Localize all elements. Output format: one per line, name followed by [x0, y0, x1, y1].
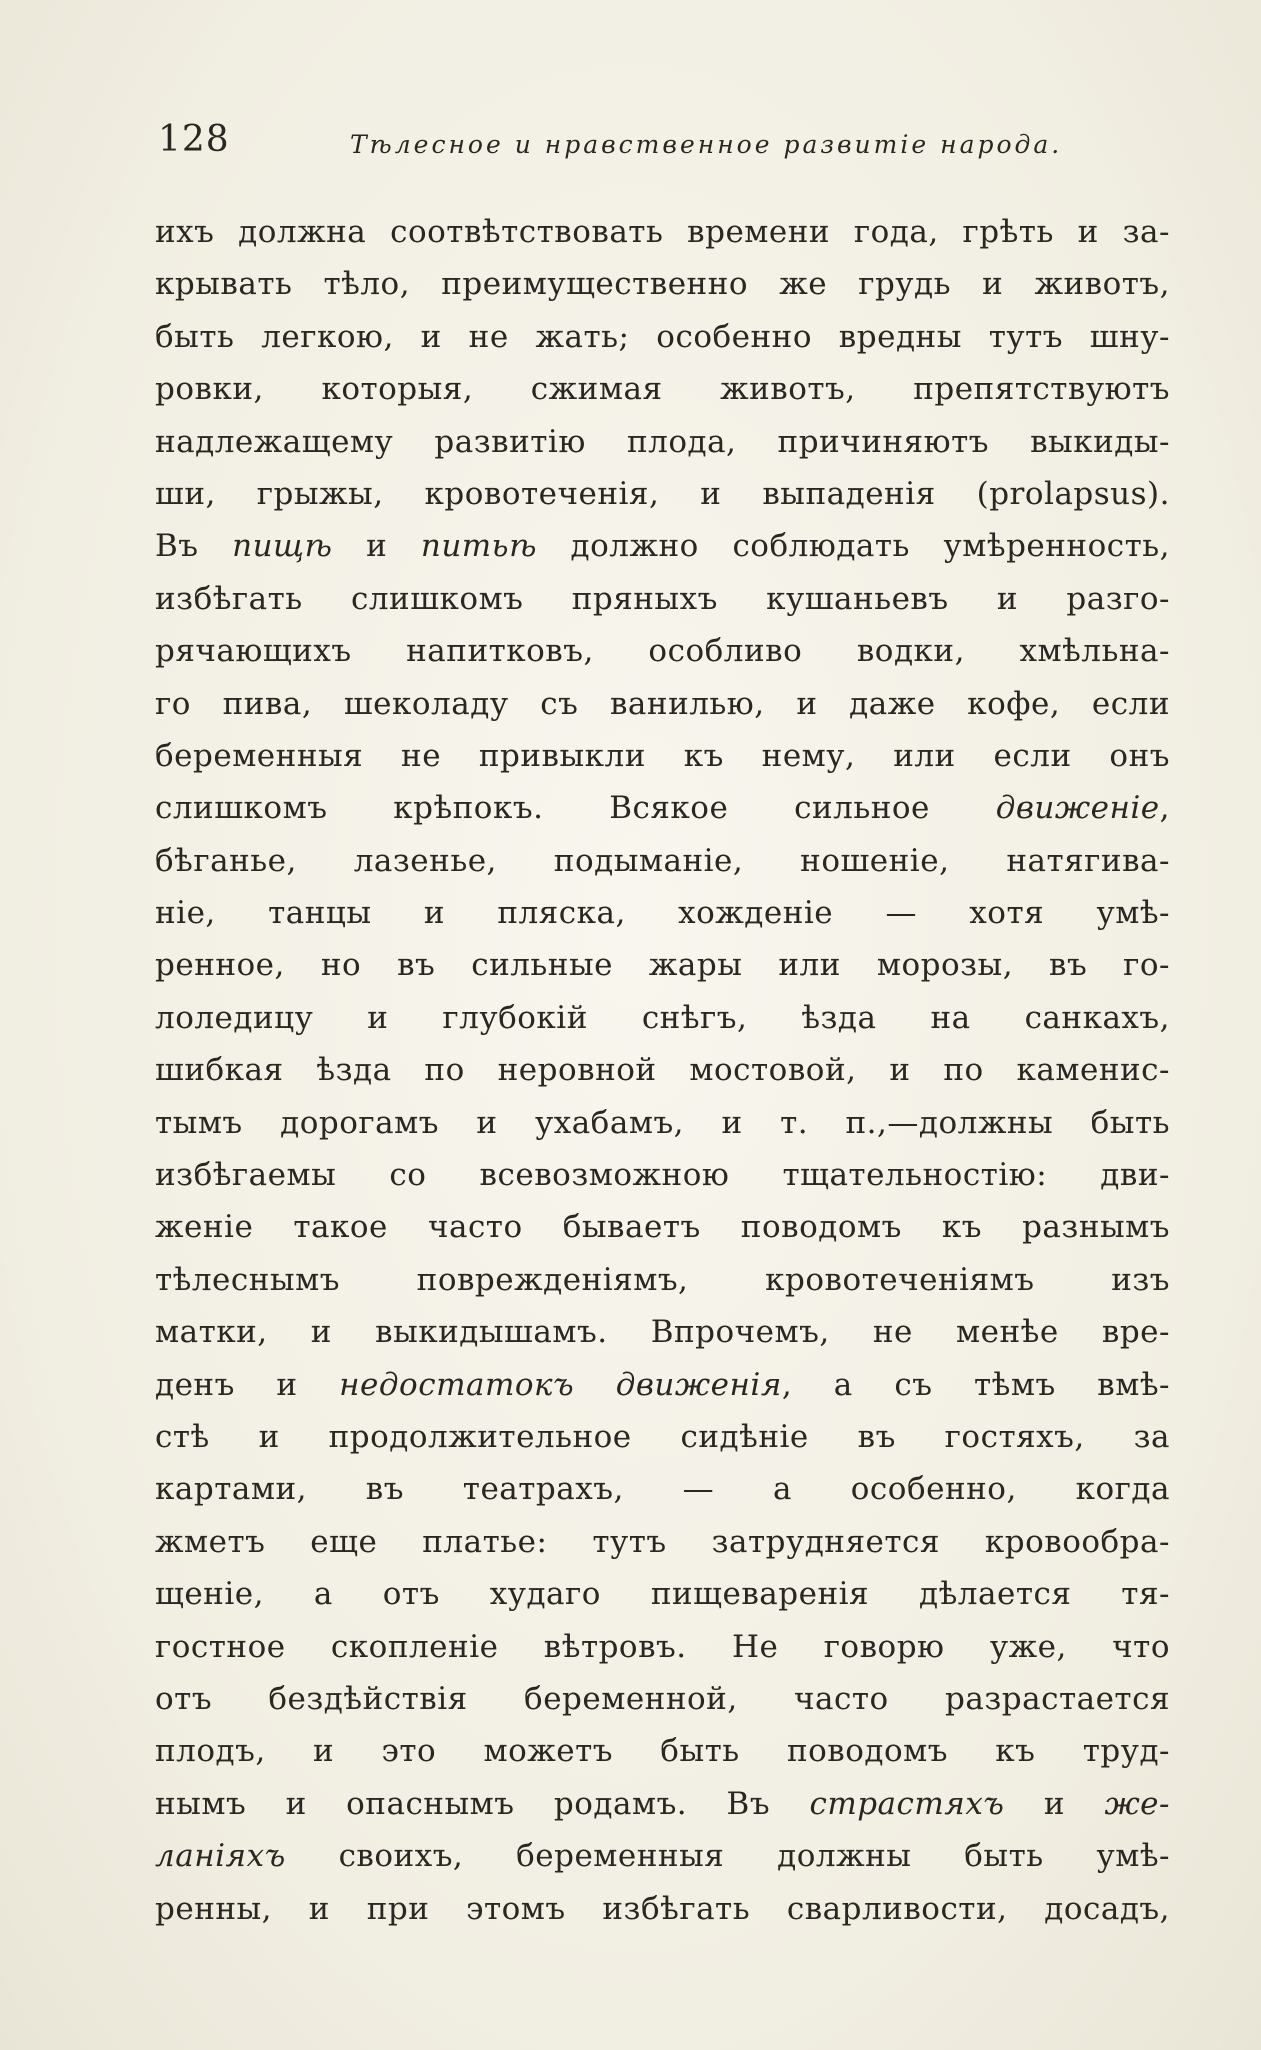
text-segment: тымъ дорогамъ и ухабамъ, и т. п.,—должны быть: [155, 1104, 1170, 1141]
italic-emphasis: недостатокъ движенія: [339, 1366, 782, 1403]
text-line: [155, 1201, 1170, 1253]
text-line: [155, 258, 1170, 310]
text-line: [155, 1411, 1170, 1463]
text-line: [155, 1830, 1170, 1882]
running-title: Тѣлесное и нравственное развитіе народа.: [350, 130, 1063, 159]
text-segment: и: [332, 528, 421, 565]
text-segment: жметъ еще платье: тутъ затрудняется кровообра-: [155, 1523, 1170, 1560]
text-line: [155, 1254, 1170, 1306]
italic-emphasis: же-: [1104, 1785, 1170, 1822]
text-segment: надлежащему развитію плода, причиняютъ выкиды-: [155, 423, 1170, 460]
text-segment: своихъ, беременныя должны быть умѣ-: [285, 1838, 1170, 1875]
text-segment: картами, въ театрахъ, — а особенно, когда: [155, 1471, 1170, 1508]
text-segment: Въ: [155, 528, 233, 565]
text-segment: избѣгать слишкомъ пряныхъ кушаньевъ и разго-: [155, 580, 1170, 617]
text-segment: ,: [1159, 790, 1170, 827]
text-line: [155, 730, 1170, 782]
text-segment: го пива, шеколаду съ ванилью, и даже кофе, если: [155, 685, 1170, 722]
text-segment: ренны, и при этомъ избѣгать сварливости, досадъ,: [155, 1890, 1170, 1927]
text-segment: и: [1004, 1785, 1105, 1822]
text-segment: щеніе, а отъ худаго пищеваренія дѣлается тя-: [155, 1576, 1170, 1613]
text-line: [155, 1568, 1170, 1620]
text-segment: бѣганье, лазенье, подыманіе, ношеніе, натягива-: [155, 842, 1170, 879]
text-segment: плодъ, и это можетъ быть поводомъ къ труд-: [155, 1733, 1170, 1770]
text-line: [155, 887, 1170, 939]
text-segment: слишкомъ крѣпокъ. Всякое сильное: [155, 790, 996, 827]
text-line: [155, 1673, 1170, 1725]
text-segment: ренное, но въ сильные жары или морозы, въ го-: [155, 947, 1170, 984]
text-line: [155, 468, 1170, 520]
text-line: [155, 1516, 1170, 1568]
text-line: [155, 992, 1170, 1044]
text-segment: ши, грыжы, кровотеченія, и выпаденія (prolapsus).: [155, 475, 1170, 512]
text-line: [155, 1778, 1170, 1830]
italic-emphasis: ланіяхъ: [155, 1838, 286, 1875]
text-line: [155, 206, 1170, 258]
text-segment: матки, и выкидышамъ. Впрочемъ, не менѣе вре-: [155, 1314, 1170, 1351]
text-line: [155, 1149, 1170, 1201]
text-line: [155, 1097, 1170, 1149]
text-line: [155, 939, 1170, 991]
text-line: [155, 678, 1170, 730]
text-segment: должно соблюдать умѣренность,: [536, 528, 1170, 565]
page-number: 128: [158, 119, 230, 160]
text-segment: женіе такое часто бываетъ поводомъ къ разнымъ: [155, 1209, 1170, 1246]
text-segment: денъ и: [155, 1366, 340, 1403]
text-segment: беременныя не привыкли къ нему, или если онъ: [155, 737, 1170, 774]
text-line: [155, 782, 1170, 834]
text-segment: быть легкою, и не жать; особенно вредны тутъ шну-: [155, 318, 1170, 355]
text-segment: гостное скопленіе вѣтровъ. Не говорю уже, что: [155, 1628, 1170, 1665]
page-header: [150, 118, 1160, 170]
body-text: [155, 206, 1170, 1935]
text-segment: , а съ тѣмъ вмѣ-: [781, 1366, 1170, 1403]
text-line: [155, 416, 1170, 468]
text-segment: ніе, танцы и пляска, хожденіе — хотя умѣ-: [155, 895, 1170, 932]
text-segment: ровки, которыя, сжимая животъ, препятствуютъ: [155, 371, 1170, 408]
text-line: [155, 1359, 1170, 1411]
text-line: [155, 520, 1170, 572]
text-line: [155, 625, 1170, 677]
text-segment: лоледицу и глубокій снѣгъ, ѣзда на санкахъ,: [155, 999, 1170, 1036]
text-segment: тѣлеснымъ поврежденіямъ, кровотеченіямъ изъ: [155, 1261, 1170, 1298]
text-segment: избѣгаемы со всевозможною тщательностію: дви-: [155, 1157, 1170, 1194]
text-segment: крывать тѣло, преимущественно же грудь и животъ,: [155, 266, 1170, 303]
text-segment: рячающихъ напитковъ, особливо водки, хмѣльна-: [155, 633, 1170, 670]
text-line: [155, 311, 1170, 363]
text-segment: стѣ и продолжительное сидѣніе въ гостяхъ, за: [155, 1418, 1170, 1455]
italic-emphasis: движеніе: [995, 790, 1160, 827]
text-line: [155, 1463, 1170, 1515]
text-line: [155, 1621, 1170, 1673]
text-segment: отъ бездѣйствія беременной, часто разрастается: [155, 1680, 1170, 1717]
text-line: [155, 835, 1170, 887]
text-segment: нымъ и опаснымъ родамъ. Въ: [155, 1785, 810, 1822]
text-line: [155, 1883, 1170, 1935]
italic-emphasis: страстяхъ: [809, 1785, 1005, 1822]
text-segment: шибкая ѣзда по неровной мостовой, и по каменис-: [155, 1052, 1170, 1089]
text-line: [155, 1044, 1170, 1096]
text-line: [155, 1725, 1170, 1777]
italic-emphasis: питьѣ: [420, 528, 537, 565]
text-line: [155, 363, 1170, 415]
italic-emphasis: пищѣ: [232, 528, 333, 565]
text-line: [155, 1306, 1170, 1358]
text-segment: ихъ должна соотвѣтствовать времени года, грѣть и за-: [155, 214, 1170, 250]
text-line: [155, 573, 1170, 625]
